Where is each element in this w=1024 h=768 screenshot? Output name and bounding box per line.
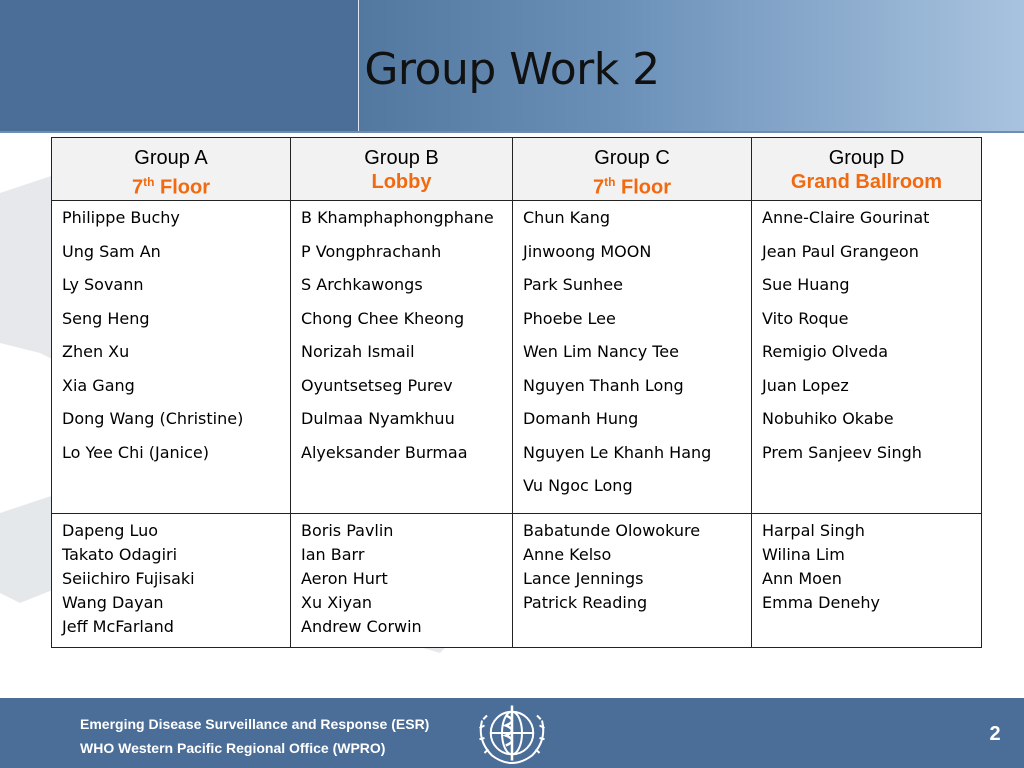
group-d-header	[752, 138, 982, 201]
facilitator-name: Ian Barr	[301, 544, 365, 564]
floor-label: Floor	[154, 176, 210, 199]
group-name: Group C	[594, 147, 670, 169]
participant-name: Jean Paul Grangeon	[762, 241, 919, 261]
group-a-header	[52, 138, 291, 201]
participant-name: P Vongphrachanh	[301, 241, 442, 261]
facilitator-name: Babatunde Olowokure	[523, 520, 701, 540]
facilitator-name: Andrew Corwin	[301, 616, 422, 636]
slide-header	[0, 0, 1024, 133]
footer-line-1: Emerging Disease Surveillance and Response (ESR)	[80, 716, 430, 732]
group-b-header	[291, 138, 513, 201]
participant-name: Oyuntsetseg Purev	[301, 375, 453, 395]
participant-name: Seng Heng	[62, 308, 150, 328]
floor-suffix: th	[604, 175, 616, 189]
participant-name: B Khamphaphongphane	[301, 208, 494, 227]
participant-name: Anne-Claire Gourinat	[762, 208, 930, 227]
group-c-participants	[513, 201, 752, 514]
group-name: Group D	[828, 147, 905, 169]
facilitator-name: Patrick Reading	[523, 592, 648, 612]
participant-name: Jinwoong MOON	[523, 241, 652, 261]
participant-name: Philippe Buchy	[62, 208, 180, 227]
group-d-participants	[752, 201, 982, 514]
participant-name: Wen Lim Nancy Tee	[523, 342, 679, 361]
participant-name: Lo Yee Chi (Janice)	[62, 442, 210, 462]
participant-name: Chun Kang	[523, 208, 610, 227]
participant-name: Domanh Hung	[523, 409, 639, 428]
facilitator-name: Seiichiro Fujisaki	[62, 568, 195, 588]
group-name: Group A	[134, 147, 208, 169]
facilitator-name: Wilina Lim	[762, 544, 845, 564]
participant-name: Xia Gang	[62, 375, 135, 395]
facilitator-name: Jeff McFarland	[62, 616, 174, 636]
group-location: Lobby	[371, 171, 432, 193]
floor-number: 7	[132, 176, 144, 199]
who-logo-icon	[0, 698, 1024, 768]
group-table	[51, 137, 982, 648]
facilitator-name: Emma Denehy	[762, 592, 880, 612]
facilitators-row	[52, 513, 982, 647]
slide-title: Group Work 2	[364, 44, 660, 95]
participant-name: S Archkawongs	[301, 275, 423, 294]
participant-name: Remigio Olveda	[762, 342, 889, 361]
floor-number: 7	[593, 176, 605, 199]
participant-name: Vito Roque	[762, 308, 849, 328]
participant-name: Nobuhiko Okabe	[762, 409, 894, 428]
participant-name: Nguyen Thanh Long	[523, 375, 684, 395]
facilitator-name: Aeron Hurt	[301, 568, 388, 588]
group-d-facilitators	[752, 513, 982, 647]
group-c-header	[513, 138, 752, 201]
floor-suffix: th	[143, 175, 155, 189]
facilitator-name: Wang Dayan	[62, 592, 164, 612]
participants-row	[52, 201, 982, 514]
group-b-facilitators	[291, 513, 513, 647]
facilitator-name: Takato Odagiri	[62, 544, 178, 564]
participant-name: Alyeksander Burmaa	[301, 442, 468, 462]
participant-name: Sue Huang	[762, 275, 850, 294]
facilitator-name: Dapeng Luo	[62, 520, 159, 540]
facilitator-name: Harpal Singh	[762, 520, 865, 540]
participant-name: Nguyen Le Khanh Hang	[523, 442, 712, 462]
facilitator-name: Boris Pavlin	[301, 520, 394, 540]
floor-label: Floor	[615, 176, 671, 199]
group-location	[52, 170, 290, 200]
group-location: Grand Ballroom	[790, 171, 943, 193]
participant-name: Prem Sanjeev Singh	[762, 442, 922, 462]
group-a-facilitators	[52, 513, 291, 647]
participant-name: Ly Sovann	[62, 275, 144, 294]
participant-name: Ung Sam An	[62, 241, 161, 261]
facilitator-name: Xu Xiyan	[301, 592, 373, 612]
group-b-participants	[291, 201, 513, 514]
participant-name: Juan Lopez	[762, 375, 849, 395]
group-c-facilitators	[513, 513, 752, 647]
facilitator-name: Ann Moen	[762, 568, 842, 588]
participant-name: Dulmaa Nyamkhuu	[301, 409, 455, 428]
participant-name: Phoebe Lee	[523, 308, 616, 328]
participant-name: Dong Wang (Christine)	[62, 409, 244, 428]
participant-name: Norizah Ismail	[301, 342, 415, 361]
participant-name: Park Sunhee	[523, 275, 623, 294]
page-number: 2	[989, 723, 1001, 745]
group-a-participants	[52, 201, 291, 514]
facilitator-name: Lance Jennings	[523, 568, 644, 588]
facilitator-name: Anne Kelso	[523, 544, 612, 564]
group-name: Group B	[364, 147, 439, 169]
header-row	[52, 138, 982, 201]
footer-line-2: WHO Western Pacific Regional Office (WPRO)	[80, 740, 386, 756]
participant-name: Zhen Xu	[62, 342, 130, 361]
group-location	[513, 170, 751, 200]
participant-name: Vu Ngoc Long	[523, 476, 633, 495]
participant-name: Chong Chee Kheong	[301, 308, 465, 328]
